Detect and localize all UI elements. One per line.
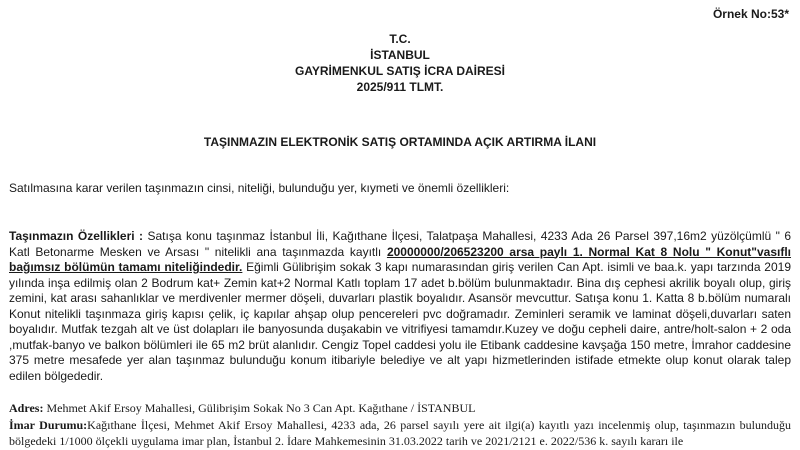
zoning-paragraph [9, 417, 791, 449]
property-features-text-2: Eğimli Gülibrişim sokak 3 kapı numarasından giriş verilen Can Apt. isimli ve baa.k. yapı tarzında 2019 yılında inşa edilmiş olan 2 Bodrum kat+ Zemin kat+2 Normal Katlı toplam 17 adet b.bölüm bulunmaktadır. Bina dış cephesi akrilik boyalı olup, giriş zemini, kat arası sahanlıklar ve merdivenler mermer döşeli, duvarları plastik boyalıdır. Asansör mevcuttur. Satışa konu 1. Katta 8 b.bölüm numaralı Konut nitelikli taşınmaza giriş kapısı çelik, iç kapılar ahşap olup pencereleri pvc doğramadır. Zeminleri seramik ve laminat döşeli,duvarları saten boyalıdır. Mutfak tezgah alt ve üst dolapları ile banyosunda duşakabin ve vitrifiyesi tamamdır.Kuzey ve doğu cepheli daire, antre/holt-salon + 2 oda ,mutfak-banyo ve balkon bölümleri ile 65 m2 brüt alanlıdır. Cengiz Topel caddesi yolu ile Etibank caddesine kavşağa 150 metre, İmrahor caddesine 375 metre mesafede yer alan taşınmaz bulunduğu konum itibariyle belediye ve alt yapı hizmetlerinden istifade etmekte olup konut olarak talep edilen bölgededir. [9, 260, 791, 383]
header-line-file-number: 2025/911 TLMT. [356, 80, 444, 94]
intro-text: Satılmasına karar verilen taşınmazın cinsi, niteliği, bulunduğu yer, kıymeti ve önemli özellikleri: [9, 181, 510, 195]
header-line-city: İSTANBUL [370, 48, 430, 62]
address-label: Adres: [9, 401, 44, 415]
property-features-paragraph [9, 229, 791, 384]
property-features-text-1: Satışa konu taşınmaz İstanbul İli, Kağıthane İlçesi, Talatpaşa Mahallesi, 4233 Ada 26 Parsel 397,16m2 yüzölçümlü " 6 Katl Betonarme Mesken ve Arsası " nitelikli ana taşınmazda kayıtlı [9, 229, 791, 259]
header-line-office: GAYRİMENKUL SATIŞ İCRA DAİRESİ [294, 64, 506, 78]
notice-title: TAŞINMAZIN ELEKTRONİK SATIŞ ORTAMINDA AÇIK ARTIRMA İLANI [203, 135, 597, 149]
zoning-value: Kağıthane İlçesi, Mehmet Akif Ersoy Mahallesi, 4233 ada, 26 parsel sayılı yere ait ilgi(a) kayıtlı yazı incelenmiş olup, taşınmazın bulunduğu bölgedeki 1/1000 ölçekli uygulama imar plan, İstanbul 2. İdare Mahkemesinin 31.03.2022 tarih ve 2021/2121 e. 2022/536 k. sayılı kararı ile [9, 418, 791, 448]
header-line-tc: T.C. [389, 32, 411, 46]
property-features-label: Taşınmazın Özellikleri : [9, 229, 144, 243]
zoning-label: İmar Durumu: [9, 418, 88, 432]
form-number: Örnek No:53* [712, 7, 789, 21]
address-value: Mehmet Akif Ersoy Mahallesi, Gülibrişim Sokak No 3 Can Apt. Kağıthane / İSTANBUL [43, 401, 476, 415]
document-header [0, 31, 800, 95]
property-share-highlight: 20000000/206523200 arsa paylı 1. Normal Kat 8 Nolu " Konut"vasıflı bağımsız bölümün tamamı niteliğindedir. [9, 244, 792, 274]
address-line [9, 401, 475, 416]
